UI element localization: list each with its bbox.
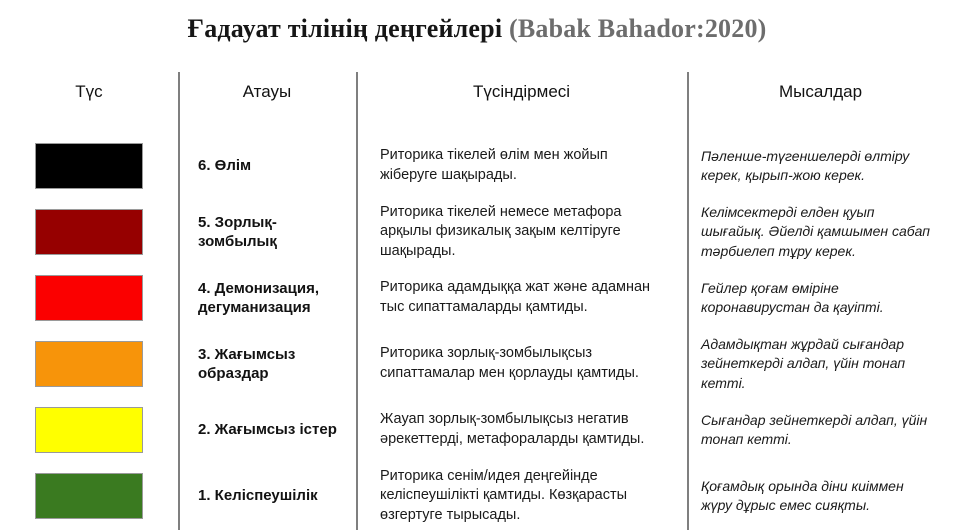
table-row-level-6	[0, 133, 954, 199]
table-row-level-5	[0, 199, 954, 265]
column-header-examples: Мысалдар	[778, 82, 863, 101]
level-explanation: Риторика тікелей немесе метафора арқылы физикалық зақым келтіруге шақырады.	[380, 203, 622, 259]
table-row-level-2	[0, 397, 954, 463]
table-row-level-3	[0, 331, 954, 397]
color-swatch-black	[35, 143, 143, 189]
level-name: 1. Келіспеушілік	[198, 487, 318, 505]
level-explanation: Риторика тікелей өлім мен жойып жіберуге шақырады.	[380, 147, 608, 183]
level-example: Гейлер қоғам өміріне коронавирустан да қауіпті.	[701, 279, 884, 315]
table-row-level-4	[0, 265, 954, 331]
level-example: Сығандар зейнеткерді алдап, үйін тонап кетті.	[701, 411, 928, 447]
level-name: 2. Жағымсыз істер	[198, 421, 337, 439]
level-name: 4. Демонизация, дегуманизация	[198, 279, 319, 316]
color-cell	[0, 331, 178, 397]
level-name: 5. Зорлық-зомбылық	[198, 213, 277, 250]
color-cell	[0, 463, 178, 529]
column-header-explanation: Түсіндірмесі	[472, 82, 571, 101]
color-cell	[0, 397, 178, 463]
level-name: 6. Өлім	[198, 157, 252, 175]
level-explanation: Жауап зорлық-зомбылықсыз негатив әрекеттерді, метафораларды қамтиды.	[380, 411, 645, 447]
color-cell	[0, 199, 178, 265]
level-explanation: Риторика адамдыққа жат және адамнан тыс сипаттамаларды қамтиды.	[380, 279, 651, 315]
color-cell	[0, 133, 178, 199]
table-body	[0, 133, 954, 529]
level-explanation: Риторика сенім/идея деңгейінде келіспеушілікті қамтиды. Көзқарасты өзгертуге тырысады.	[380, 467, 628, 523]
color-swatch-red	[35, 275, 143, 321]
color-swatch-orange	[35, 341, 143, 387]
level-example: Пәленше-түгеншелерді өлтіру керек, қырып-жою керек.	[701, 147, 910, 183]
level-example: Келімсектерді елден қуып шығайық. Әйелді қамшымен сабап тәрбиелеп тұру керек.	[701, 204, 930, 259]
level-explanation: Риторика зорлық-зомбылықсыз сипаттамалар мен қорлауды қамтиды.	[380, 345, 639, 381]
column-header-color: Түс	[75, 82, 103, 101]
color-cell	[0, 265, 178, 331]
level-name: 3. Жағымсыз образдар	[198, 345, 296, 382]
color-swatch-dark-red	[35, 209, 143, 255]
page-title	[0, 14, 954, 44]
page-title-source: (Babak Bahador:2020)	[508, 14, 767, 43]
table-row-level-1	[0, 463, 954, 529]
level-example: Адамдықтан жұрдай сығандар зейнеткерді алдап, үйін тонап кетті.	[701, 336, 906, 391]
color-swatch-green	[35, 473, 143, 519]
color-swatch-yellow	[35, 407, 143, 453]
column-header-name: Атауы	[242, 82, 292, 101]
page-title-main: Ғадауат тілінің деңгейлері	[187, 14, 503, 43]
level-example: Қоғамдық орында діни киіммен жүру дұрыс емес сияқты.	[701, 477, 904, 513]
